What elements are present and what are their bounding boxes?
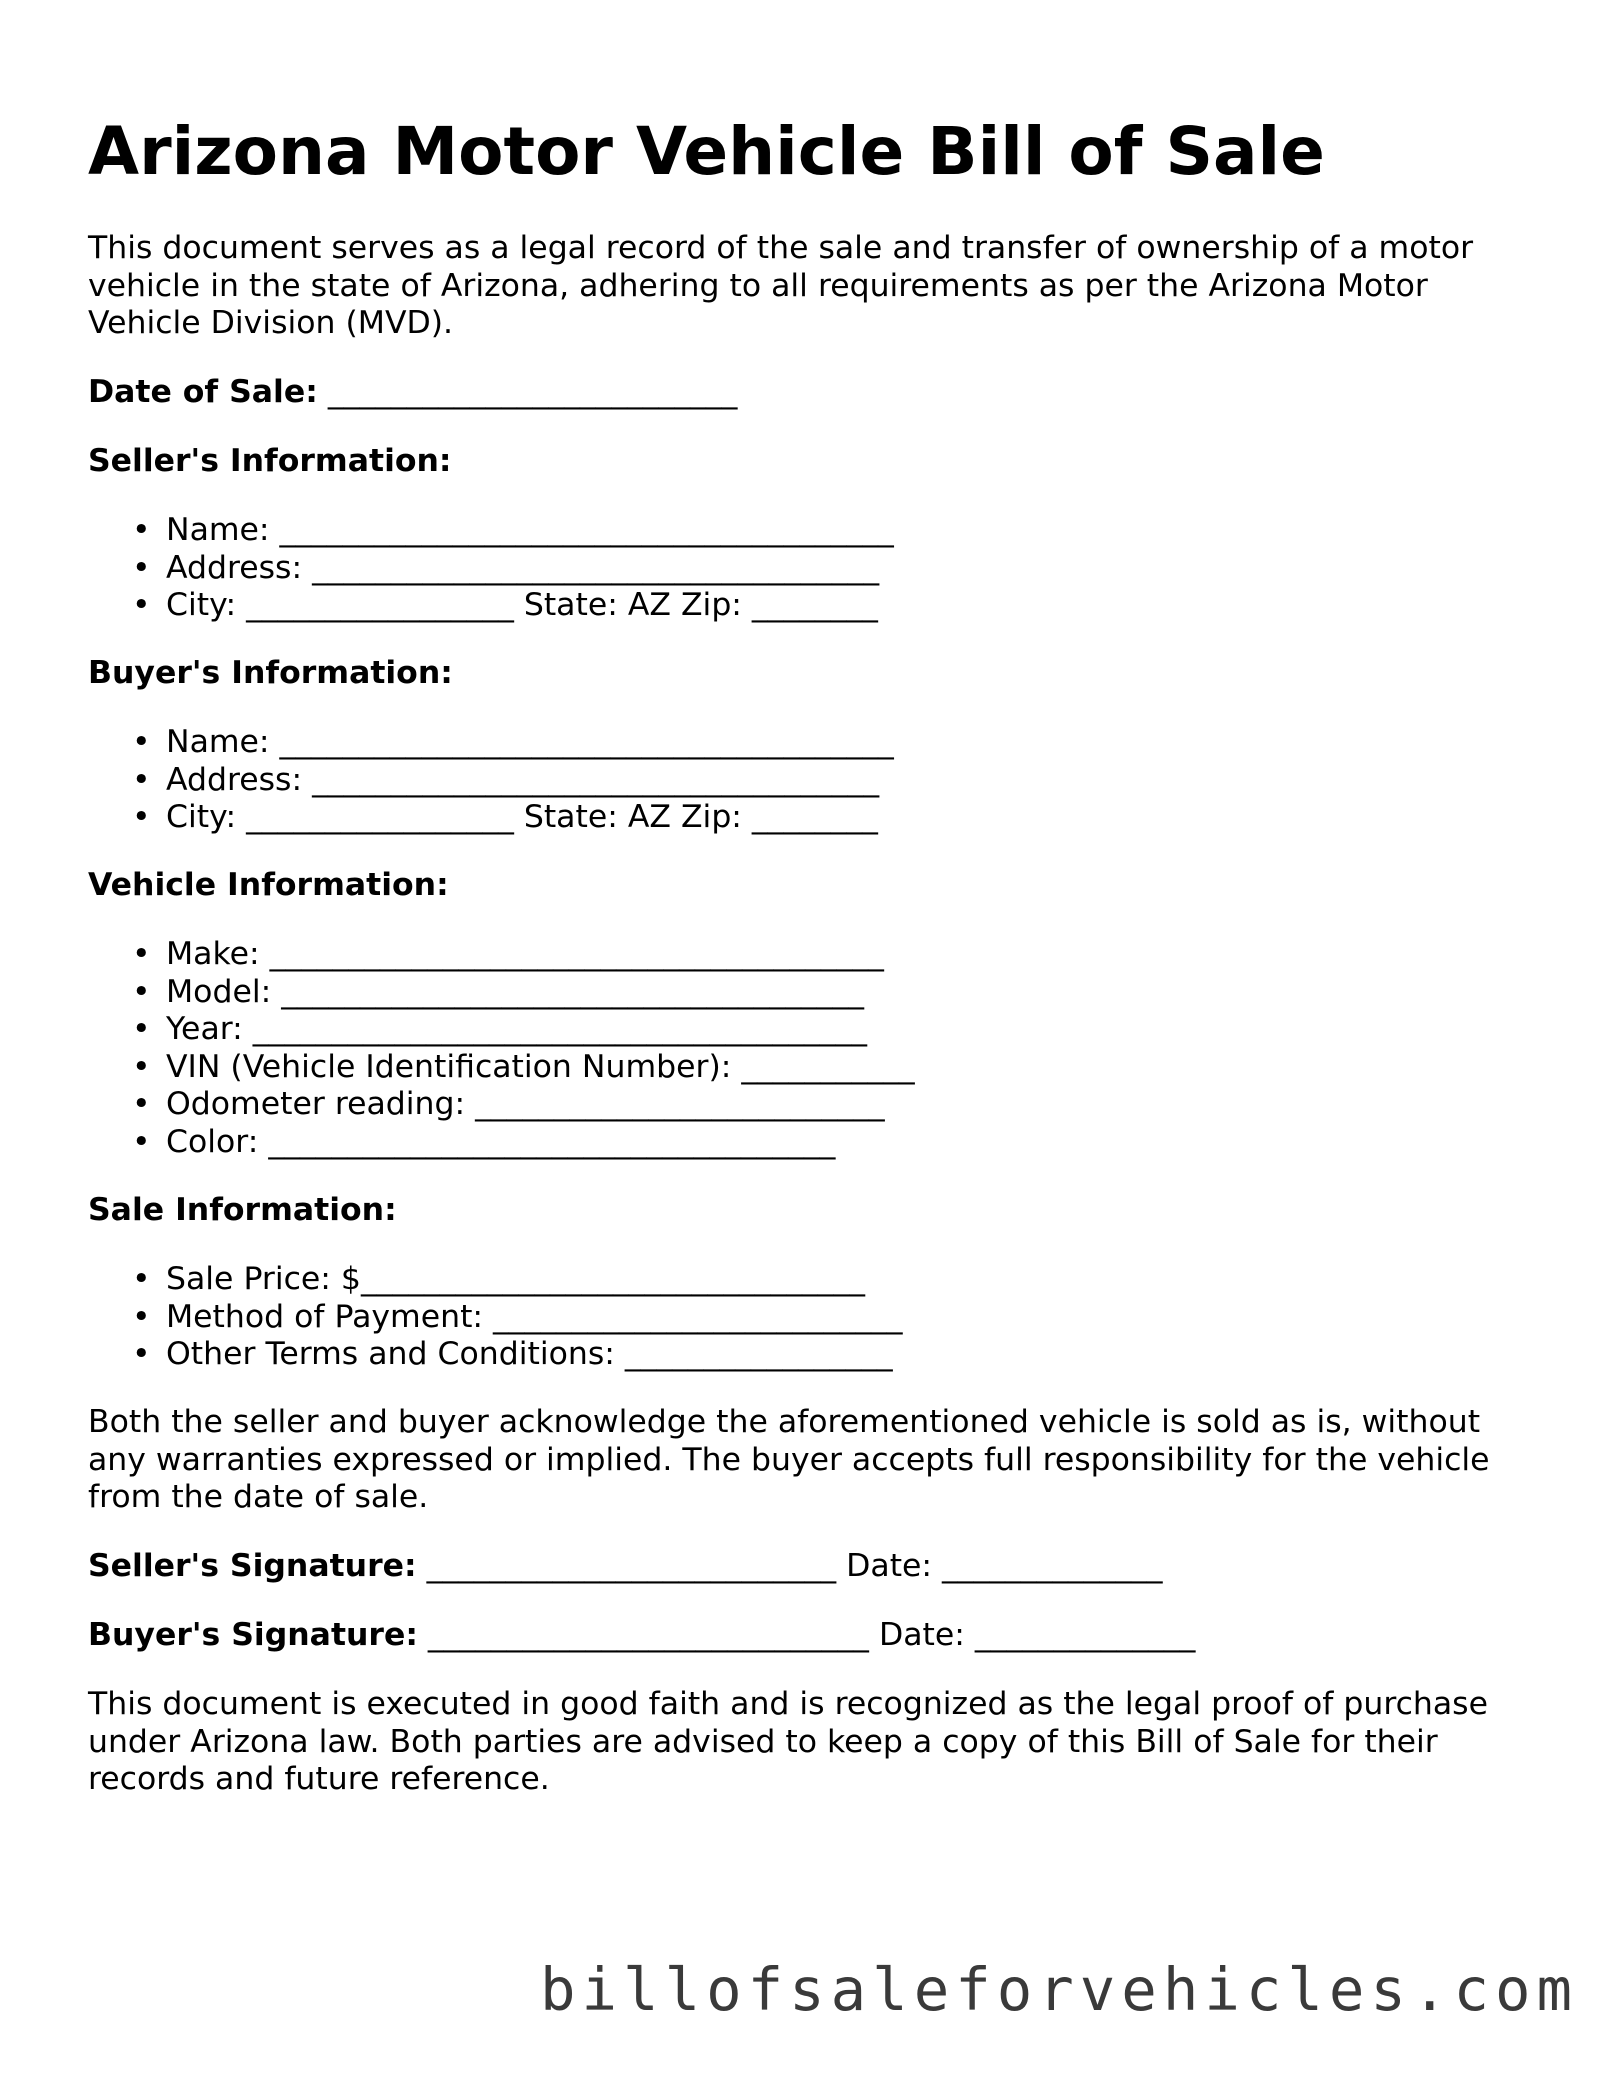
acknowledgement-paragraph: Both the seller and buyer acknowledge the aforementioned vehicle is sold as is, without any warranties expressed or implied. The buyer accepts full responsibility for the vehicle from the date of sale.: [88, 1404, 1490, 1515]
date-of-sale-blank: __________________________: [317, 374, 738, 410]
seller-address-field: • Address: ____________________________________: [88, 550, 894, 588]
vehicle-model-field: • Model: _____________________________________: [88, 974, 915, 1012]
document-title: Arizona Motor Vehicle Bill of Sale: [88, 113, 1325, 190]
other-terms-field: • Other Terms and Conditions: _________________: [88, 1336, 903, 1374]
site-watermark: billofsaleforvehicles.com: [540, 1955, 1579, 2024]
seller-heading: Seller's Information:: [88, 443, 452, 479]
sale-list: [88, 1261, 903, 1374]
vehicle-list: [88, 936, 915, 1161]
vehicle-heading: Vehicle Information:: [88, 867, 449, 903]
buyer-list: [88, 724, 894, 837]
payment-method-field: • Method of Payment: __________________________: [88, 1299, 903, 1337]
buyer-name-field: • Name: _______________________________________: [88, 724, 894, 762]
seller-signature-blank: __________________________ Date: ______________: [416, 1548, 1163, 1584]
seller-list: [88, 512, 894, 625]
buyer-signature-line: [88, 1617, 1195, 1655]
sale-price-field: • Sale Price: $________________________________: [88, 1261, 903, 1299]
vehicle-odometer-field: • Odometer reading: __________________________: [88, 1086, 915, 1124]
date-of-sale-label: Date of Sale:: [88, 374, 318, 410]
seller-name-field: • Name: _______________________________________: [88, 512, 894, 550]
buyer-signature-blank: ____________________________ Date: ______________: [417, 1617, 1196, 1653]
buyer-signature-label: Buyer's Signature:: [88, 1617, 418, 1653]
vehicle-vin-field: • VIN (Vehicle Identification Number): ___________: [88, 1049, 915, 1087]
vehicle-color-field: • Color: ____________________________________: [88, 1124, 915, 1162]
intro-paragraph: This document serves as a legal record of the sale and transfer of ownership of a motor vehicle in the state of Arizona, adhering to all requirements as per the Arizona Motor Vehicle Division (MVD).: [88, 230, 1474, 341]
vehicle-year-field: • Year: _______________________________________: [88, 1011, 915, 1049]
buyer-city-field: • City: _________________ State: AZ Zip: ________: [88, 799, 894, 837]
sale-heading: Sale Information:: [88, 1192, 397, 1228]
buyer-address-field: • Address: ____________________________________: [88, 762, 894, 800]
buyer-heading: Buyer's Information:: [88, 655, 453, 691]
seller-city-field: • City: _________________ State: AZ Zip: ________: [88, 587, 894, 625]
seller-signature-line: [88, 1548, 1163, 1586]
closing-paragraph: This document is executed in good faith and is recognized as the legal proof of purchase under Arizona law. Both parties are advised to keep a copy of this Bill of Sale for their records and future reference.: [88, 1686, 1488, 1797]
vehicle-make-field: • Make: _______________________________________: [88, 936, 915, 974]
seller-signature-label: Seller's Signature:: [88, 1548, 417, 1584]
date-of-sale-line: [88, 374, 737, 412]
